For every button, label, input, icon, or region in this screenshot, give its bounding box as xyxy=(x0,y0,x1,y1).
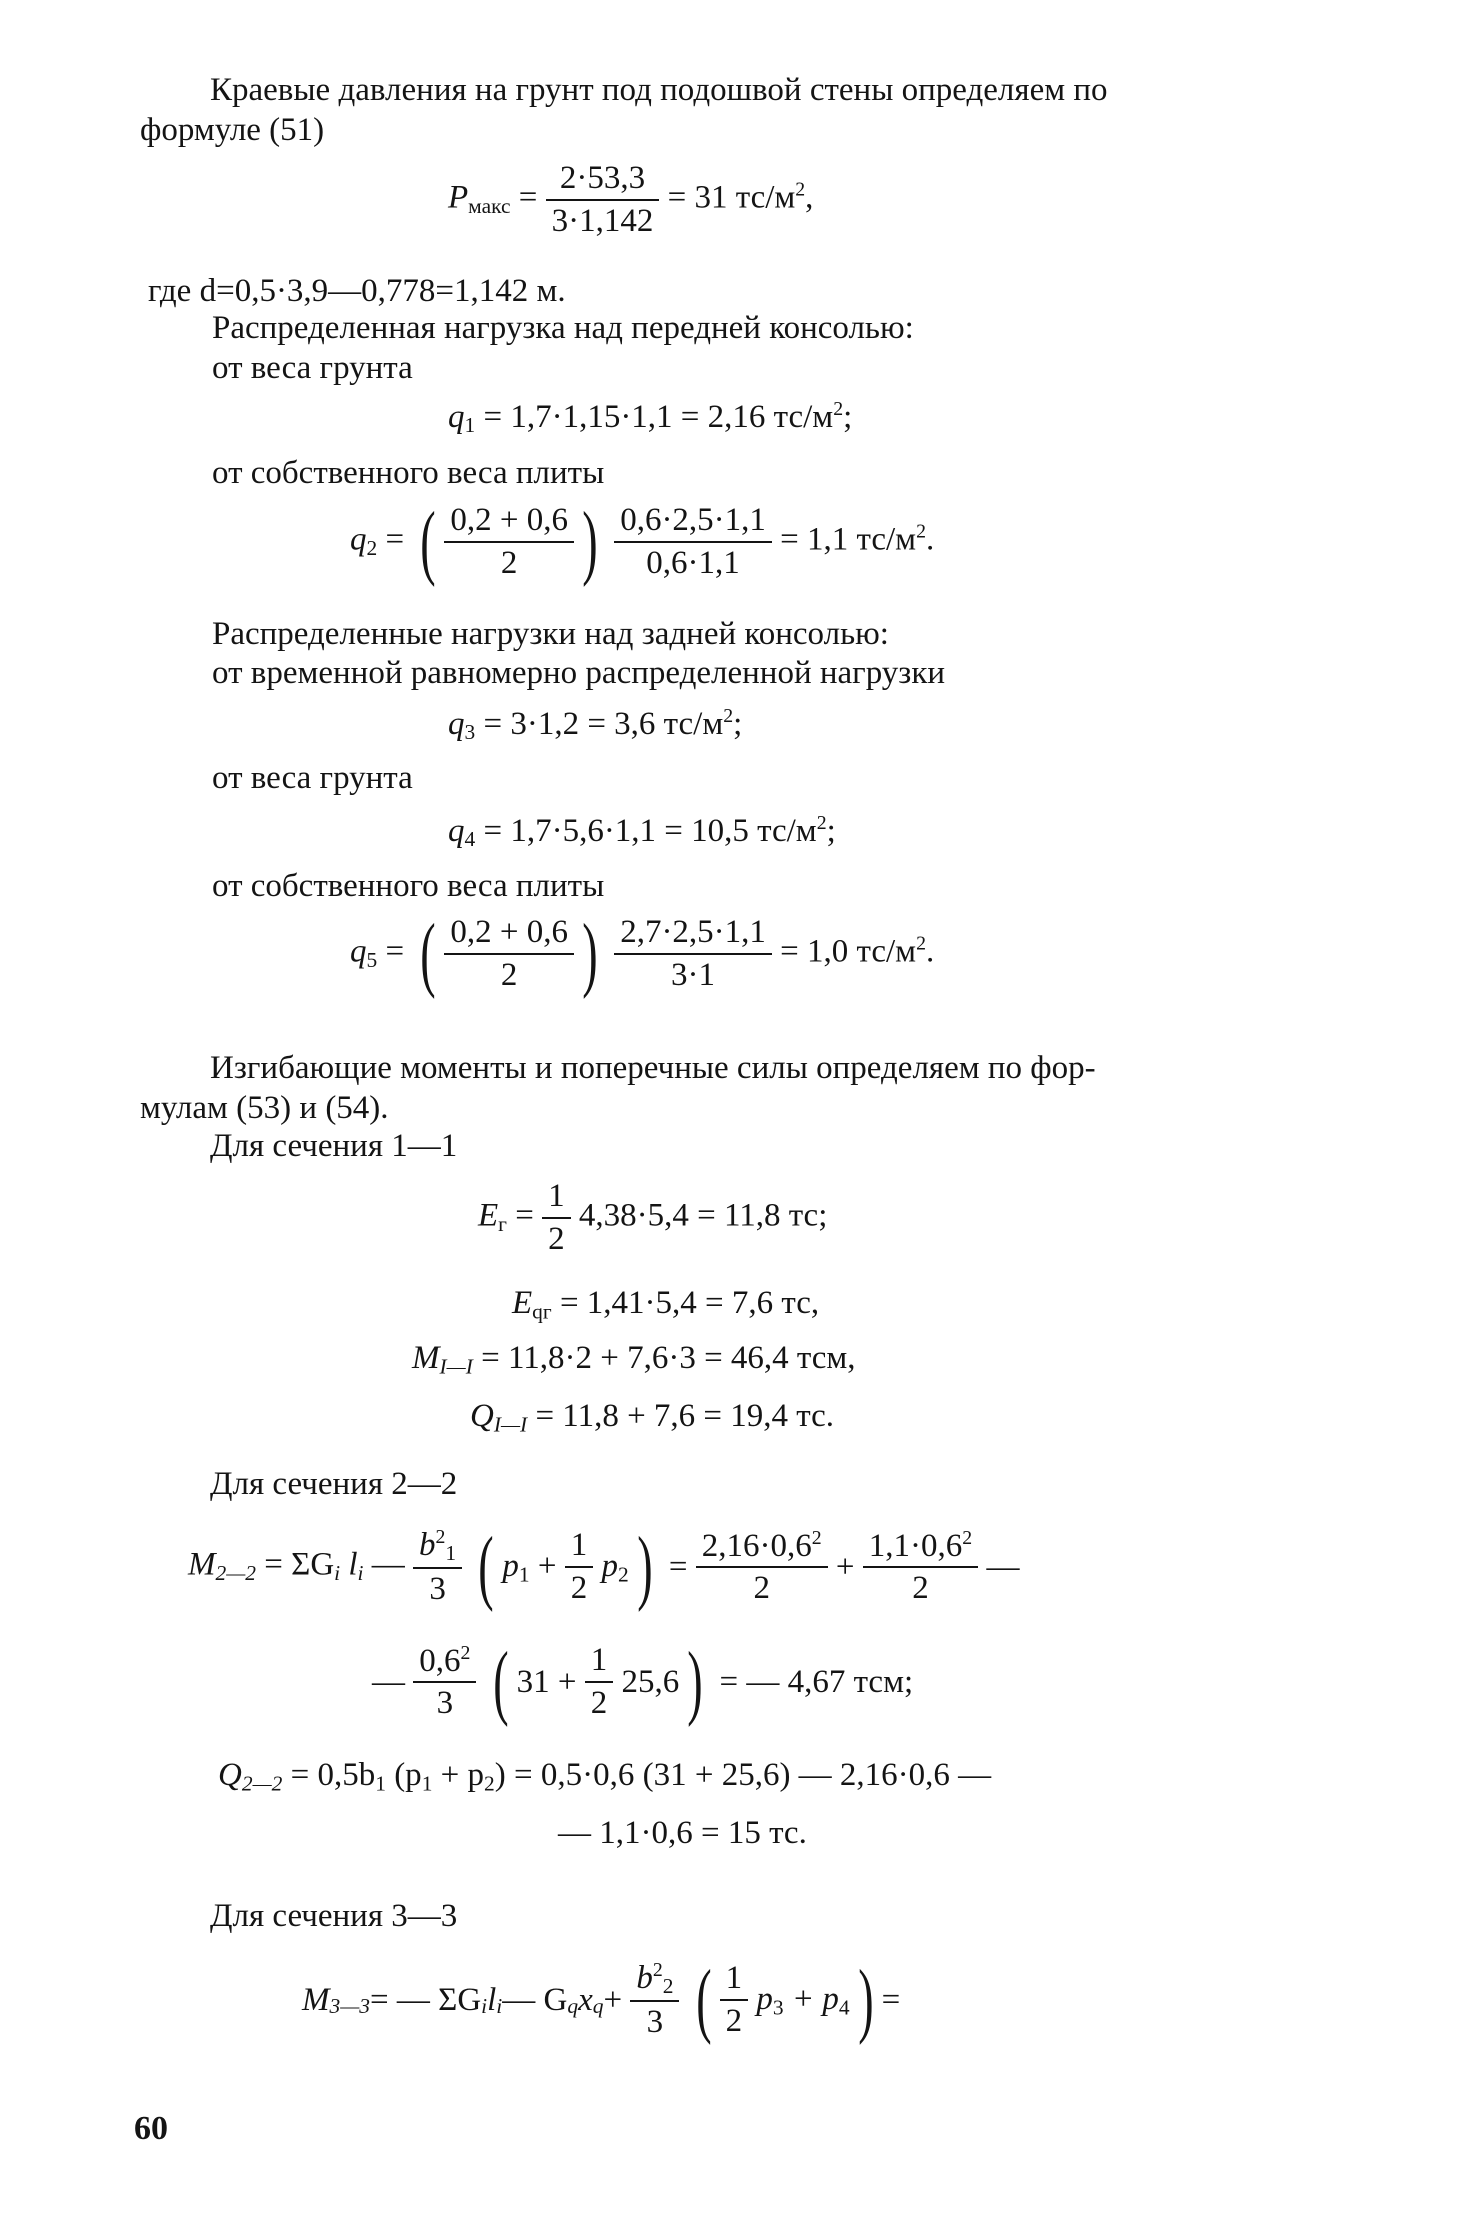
back-soil-weight: от веса грунта xyxy=(212,760,413,796)
equation-eqg: $E_{qг} = 1,41\cdot 5,4 = 7,6$ тс, xyxy=(512,1285,820,1324)
equation-q4: $q_4 = 1,7\cdot 5,6\cdot 1,1 = 10,5$ $тс/м^2$; xyxy=(448,812,836,852)
equation-q22-line-2: — 1,1·0,6 = 15 тс. xyxy=(558,1815,807,1851)
equation-q2: $q_2$ = ( $\frac{0,2 + 0,6}{2}$ ) $\frac{0,6\cdot 2,5\cdot 1,1}{0,6\cdot 1,1}$ = 1,1 $тс/м^2$. xyxy=(350,495,935,588)
section-1-heading: Для сечения 1—1 xyxy=(210,1128,458,1164)
equation-m22-line-2: — $\frac{0,6^2}{3}$ ( 31 + $\frac{1}{2}$ 25,6) = — 4,67 тсм; xyxy=(372,1635,914,1728)
equation-q3: $q_3 = 3\cdot 1,2 = 3,6$ $тс/м^2$; xyxy=(448,705,743,745)
section-3-heading: Для сечения 3—3 xyxy=(210,1898,458,1934)
front-soil-weight: от веса грунта xyxy=(212,350,413,386)
equation-m22-line-1: $M_{2—2} = \Sigma G_i$ $l_i$ — $\frac{b^2_1}{3}$ ( $p_1$ + $\frac{1}{2}$ $p_2$) = $\frac{2,16\cdot 0,6^2}{2}$ + $\frac{1,1\cdot 0,6^2}{2}$ — xyxy=(188,1520,1020,1613)
q2-paren-fraction: $\frac{0,2 + 0,6}{2}$ xyxy=(444,502,574,582)
front-heading: Распределенная нагрузка над передней консолью: xyxy=(212,310,914,346)
section-2-heading: Для сечения 2—2 xyxy=(210,1466,458,1502)
back-heading: Распределенные нагрузки над задней консолью: xyxy=(212,616,889,652)
equation-eg: $E_г$ = $\frac{1}{2}$ 4,38·5,4 = 11,8 тс; xyxy=(478,1178,828,1257)
intro-line-2: формуле (51) xyxy=(140,112,325,148)
moments-line-1: Изгибающие моменты и поперечные силы определяем по фор- xyxy=(210,1050,1096,1086)
equation-m11: $M_{I—I} = 11,8\cdot 2 + 7,6\cdot 3 = 46,4$ тсм, xyxy=(412,1340,856,1379)
pmax-denominator: 3·1,142 xyxy=(551,202,654,239)
equation-q22-line-1: $Q_{2—2} = 0,5b_1$ $(p_1 + p_2) = 0,5\cdot 0,6$ (31 + 25,6) — 2,16·0,6 — xyxy=(218,1757,992,1796)
intro-line-1: Краевые давления на грунт под подошвой стены определяем по xyxy=(210,72,1108,108)
equation-q5: $q_5$ = ( $\frac{0,2 + 0,6}{2}$ ) $\frac{2,7\cdot 2,5\cdot 1,1}{3\cdot 1}$ = 1,0 $тс/м^2$. xyxy=(350,907,935,1000)
where-line: где d=0,5·3,9—0,778=1,142 м. xyxy=(148,273,566,309)
back-temp-load: от временной равномерно распределенной нагрузки xyxy=(212,655,946,691)
front-slab-weight: от собственного веса плиты xyxy=(212,455,605,491)
moments-line-2: мулам (53) и (54). xyxy=(140,1090,389,1126)
page-number: 60 xyxy=(134,2110,168,2147)
pmax-subscript: макс xyxy=(468,193,511,218)
back-slab-weight: от собственного веса плиты xyxy=(212,868,605,904)
pmax-result: = 31 тс/м xyxy=(667,179,796,216)
q2-fraction: $\frac{0,6\cdot 2,5\cdot 1,1}{0,6\cdot 1,1}$ xyxy=(614,502,772,582)
equation-q1: $q_1 = 1,7\cdot 1,15\cdot 1,1 = 2,16$ $тс/м^2$; xyxy=(448,398,853,438)
equation-m33: $M_{3—3}=$ — $\Sigma G_il_i—$ $G_qx_q+$ $\frac{b^2_2}{3}$ ( $\frac{1}{2}$ $p_3 + p_4)=$ xyxy=(302,1953,901,2046)
pmax-numerator: 2·53,3 xyxy=(546,160,660,201)
pmax-symbol: P xyxy=(448,179,469,216)
pmax-fraction xyxy=(546,160,660,240)
equation-pmax: $P_{макс}$ = $\frac{2\cdot 53,3}{3\cdot 1,142}$ = 31 $тс/м^2$, xyxy=(448,160,814,239)
equation-q11: $Q_{I—I} = 11,8 + 7,6 = 19,4$ тс. xyxy=(470,1398,835,1437)
